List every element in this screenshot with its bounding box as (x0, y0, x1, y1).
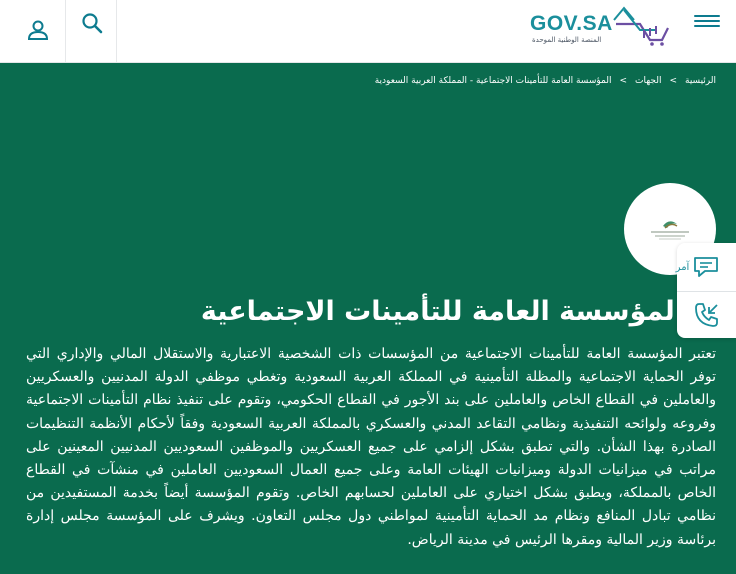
breadcrumb (375, 76, 716, 86)
phone-call-icon (693, 301, 721, 329)
breadcrumb-home[interactable]: الرئيسية (685, 76, 716, 86)
entity-description: تعتبر المؤسسة العامة للتأمينات الاجتماعية من المؤسسات ذات الشخصية الاعتبارية والاستقلال المالي والإداري التي توفر الحماية الاجتماعية والمظلة التأمينية في المملكة العربية السعودية وتغطي موظفي الدولة المدنيين والعسكريين والعاملين في القطاع الخاص والعاملين على بند الأجور في القطاع الحكومي، وتقوم على تنفيذ نظام التأمينات الاجتماعية وفروعه ولوائحه التنفيذية ونظامي التقاعد المدني والعسكري بالمملكة العربية السعودية وفقاً لأحكام الأنظمة التنظيمات الصادرة بهذا الشأن. والتي تطبق بشكل إلزامي على جميع العسكريين والموظفين السعوديين المدنيين المعينين على مراتب في ميزانيات الدولة وميزانيات الهيئات العامة وعلى جميع العمال السعوديين العاملين في منشآت في القطاع الخاص بالمملكة، ويطبق بشكل اختياري على العاملين لحسابهم الخاص. وتقوم المؤسسة أيضاً بخدمة المستفيدين من نظامي تبادل المنافع ونظام مد الحماية التأمينية لمواطني دول مجلس التعاون. ويشرف على المؤسسة مجلس إدارة برئاسة وزير المالية ومقرها الرئيس في مدينة الرياض. (26, 346, 716, 548)
amer-chat-button[interactable] (677, 243, 736, 291)
top-header (0, 0, 736, 63)
search-icon (81, 12, 103, 34)
logo-mark-icon (610, 2, 670, 46)
breadcrumb-entities[interactable]: الجهات (635, 76, 662, 86)
hamburger-menu-icon (694, 15, 720, 17)
hamburger-menu-icon (694, 20, 720, 22)
gov-sa-logo[interactable] (530, 2, 670, 48)
gosi-logo-icon (647, 216, 693, 242)
user-icon (27, 19, 49, 41)
breadcrumb-separator: > (619, 76, 628, 86)
amer-label: آمر (675, 261, 690, 273)
search-button[interactable] (70, 6, 114, 40)
breadcrumb-current: المؤسسة العامة للتأمينات الاجتماعية - المملكة العربية السعودية (374, 76, 612, 86)
header-divider (116, 0, 117, 62)
logo-subtitle: المنصة الوطنية الموحدة (532, 36, 602, 44)
hamburger-menu-button[interactable] (694, 12, 720, 34)
user-account-button[interactable] (12, 10, 64, 50)
chat-icon (693, 255, 719, 279)
floating-side-panel (677, 243, 736, 338)
header-divider (65, 0, 66, 62)
hamburger-menu-icon (694, 25, 720, 27)
breadcrumb-separator: > (669, 76, 677, 86)
call-button[interactable] (677, 292, 736, 338)
page-title: المؤسسة العامة للتأمينات الاجتماعية (200, 296, 684, 327)
logo-text: GOV.SA (530, 12, 613, 35)
